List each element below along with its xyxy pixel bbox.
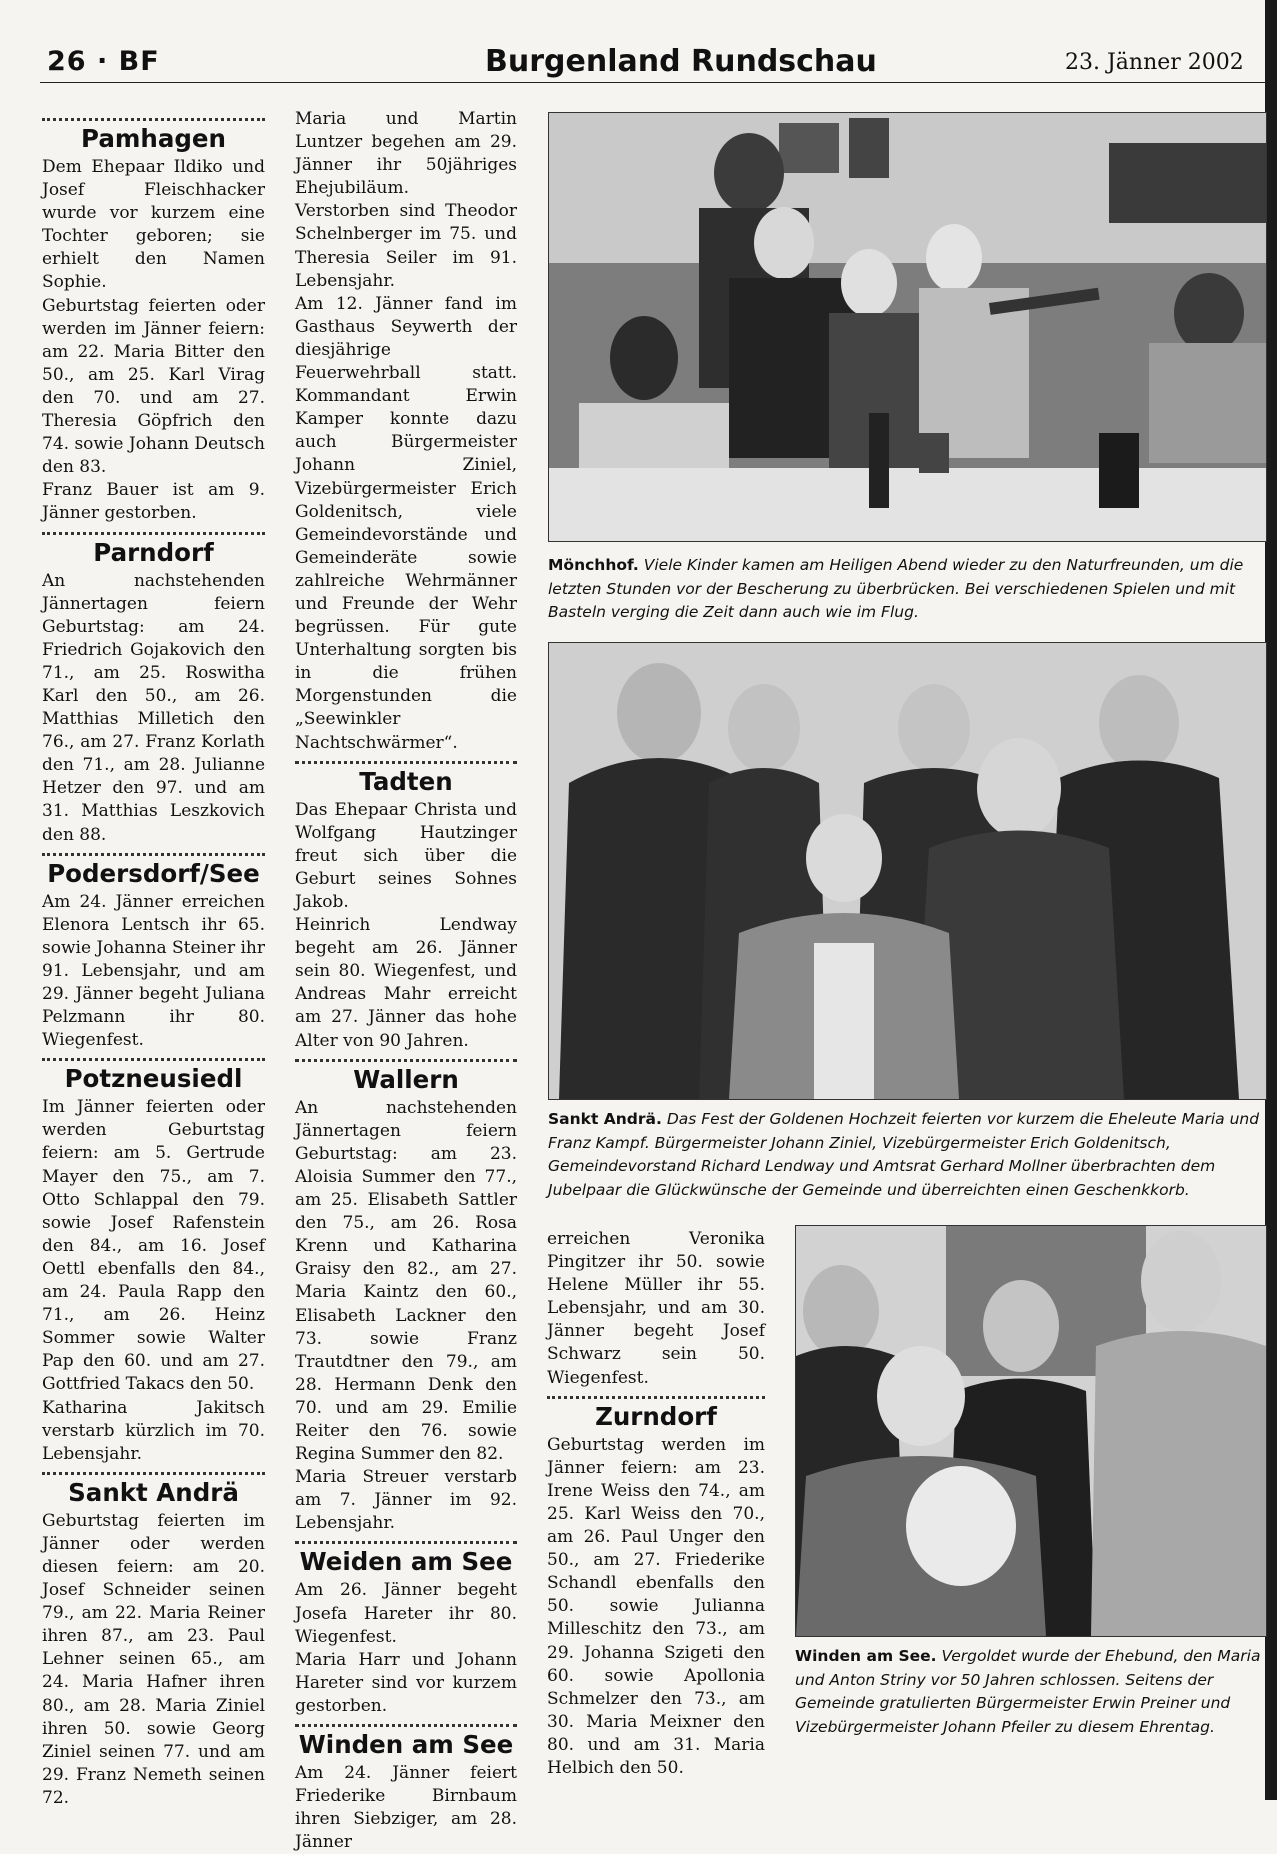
caption-place: Sankt Andrä. [548, 1110, 662, 1128]
caption-place: Winden am See. [795, 1647, 937, 1665]
section-heading: Tadten [359, 766, 453, 796]
section-divider [295, 1724, 517, 1727]
section-divider [295, 1541, 517, 1544]
article-paragraph: Das Ehepaar Christa und Wolfgang Hautzinger freut sich über die Geburt seines Sohnes Jakob. [295, 799, 517, 912]
section-heading: Winden am See [298, 1730, 514, 1759]
article-paragraph: Dem Ehepaar Ildiko und Josef Fleischhacker wurde vor kurzem eine Tochter geboren; sie erhielt den Namen Sophie. [42, 157, 265, 293]
section-heading: Parndorf [93, 537, 214, 567]
section-heading: Podersdorf/See [47, 858, 260, 888]
section-heading: Pamhagen [81, 124, 226, 153]
photo-winden-am-see-golden-wedding [795, 1225, 1267, 1637]
section-divider [295, 1059, 517, 1062]
article-paragraph: Am 26. Jänner begeht Josefa Hareter ihr 80. Wiegenfest. [295, 1580, 517, 1647]
article-paragraph: erreichen Veronika Pingitzer ihr 50. sowie Helene Müller ihr 55. Lebensjahr, und am 30. Jänner begeht Josef Schwarz sein 50. Wiegenfest. [547, 1229, 765, 1388]
caption-text: Viele Kinder kamen am Heiligen Abend wieder zu den Naturfreunden, um die letzten Stunden vor der Bescherung zu überbrücken. Bei verschiedenen Spielen und mit Basteln verging die Zeit dann auch wie im Flug. [548, 556, 1244, 621]
article-paragraph: Franz Bauer ist am 9. Jänner gestorben. [42, 480, 265, 524]
text-column-3 [547, 1228, 765, 1780]
caption-moenchhof [548, 554, 1265, 625]
section-heading: Zurndorf [595, 1401, 717, 1431]
article-paragraph: Verstorben sind Theodor Schelnberger im 75. und Theresia Seiler im 91. Lebensjahr. [295, 201, 517, 291]
header-rule [40, 82, 1270, 83]
photo-sankt-andrae-golden-wedding [548, 642, 1267, 1100]
section-heading: Wallern [353, 1064, 459, 1094]
section-divider [42, 532, 265, 535]
caption-place: Mönchhof. [548, 556, 639, 574]
section-divider [42, 118, 265, 121]
newspaper-title: Burgenland Rundschau [485, 44, 877, 79]
photo-moenchhof-children [548, 112, 1267, 542]
caption-sankt-andrae [548, 1108, 1265, 1202]
article-paragraph: Maria Harr und Johann Hareter sind vor kurzem gestorben. [295, 1649, 517, 1716]
article-paragraph: Am 12. Jänner fand im Gasthaus Seywerth der diesjährige Feuerwehrball statt. Kommandant Erwin Kamper konnte dazu auch Bürgermeister Johann Ziniel, Vizebürgermeister Erich Goldenitsch, viele Gemeindevorstände und Gemeinderäte sowie zahlreiche Wehrmänner und Freunde der Wehr begrüssen. Für gute Unterhaltung sorgten bis in die frühen Morgenstunden die „Seewinkler Nachtschwärmer“. [295, 293, 517, 753]
section-heading: Sankt Andrä [68, 1477, 239, 1507]
text-column-1 [42, 112, 265, 1810]
section-divider [547, 1396, 765, 1399]
article-paragraph: Am 24. Jänner feiert Friederike Birnbaum ihren Siebziger, am 28. Jänner [295, 1763, 517, 1853]
page-number: 26 · BF [47, 46, 160, 77]
section-divider [295, 761, 517, 764]
article-paragraph: Heinrich Lendway begeht am 26. Jänner sein 80. Wiegenfest, und Andreas Mahr erreicht am 27. Jänner das hohe Alter von 90 Jahren. [295, 915, 517, 1051]
article-paragraph: Maria und Martin Luntzer begehen am 29. Jänner ihr 50jähriges Ehejubiläum. [295, 109, 517, 199]
section-heading: Weiden am See [299, 1547, 513, 1577]
section-divider [42, 1472, 265, 1475]
article-paragraph: An nachstehenden Jännertagen feiern Geburtstag: am 23. Aloisia Summer den 77., am 25. Elisabeth Sattler den 75., am 26. Rosa Krenn und Katharina Graisy den 82., am 27. Maria Kaintz den 60., Elisabeth Lackner den 73. sowie Franz Trautdtner den 79., am 28. Hermann Denk den 70. und am 29. Emilie Reiter den 76. sowie Regina Summer den 82. [295, 1097, 517, 1465]
caption-winden-am-see [795, 1645, 1265, 1739]
article-paragraph: Im Jänner feierten oder werden Geburtstag feiern: am 5. Gertrude Mayer den 75., am 7. Otto Schlappal den 79. sowie Josef Rafenstein den 84., am 16. Josef Oettl ebenfalls den 84., am 24. Paula Rapp den 71., am 26. Heinz Sommer sowie Walter Pap den 60. und am 27. Gottfried Takacs den 50. [42, 1097, 265, 1395]
article-paragraph: Geburtstag feierten oder werden im Jänner feiern: am 22. Maria Bitter den 50., am 25. Karl Virag den 70. und am 27. Theresia Göpfrich den 74. sowie Johann Deutsch den 83. [42, 295, 265, 478]
section-heading: Potzneusiedl [64, 1064, 243, 1094]
article-paragraph: Geburtstag feierten im Jänner oder werden diesen feiern: am 20. Josef Schneider seinen 79., am 22. Maria Reiner ihren 87., am 23. Paul Lehner seinen 65., am 24. Maria Hafner ihren 80., am 28. Maria Ziniel ihren 50. sowie Georg Ziniel seinen 77. und am 29. Franz Nemeth seinen 72. [42, 1510, 265, 1808]
article-paragraph: An nachstehenden Jännertagen feiern Geburtstag: am 24. Friedrich Gojakovich den 71., am 25. Roswitha Karl den 50., am 26. Matthias Milletich den 76., am 27. Franz Korlath den 71., am 28. Julianne Hetzer den 97. und am 31. Matthias Leszkovich den 88. [42, 570, 265, 845]
issue-date: 23. Jänner 2002 [1065, 50, 1244, 75]
article-paragraph: Am 24. Jänner erreichen Elenora Lentsch ihr 65. sowie Johanna Steiner ihr 91. Lebensjahr, und am 29. Jänner begeht Juliana Pelzmann ihr 80. Wiegenfest. [42, 891, 266, 1051]
section-divider [42, 1058, 265, 1061]
text-column-2 [295, 108, 517, 1854]
article-paragraph: Maria Streuer verstarb am 7. Jänner im 92. Lebensjahr. [295, 1467, 517, 1534]
article-paragraph: Geburtstag werden im Jänner feiern: am 23. Irene Weiss den 74., am 25. Karl Weiss den 70., am 26. Paul Unger den 50., am 27. Friederike Schandl ebenfalls den 50. sowie Julianna Milleschitz den 73., am 29. Johanna Szigeti den 60. sowie Apollonia Schmelzer den 73., am 30. Maria Meixner den 80. und am 31. Maria Helbich den 50. [547, 1434, 765, 1778]
article-paragraph: Katharina Jakitsch verstarb kürzlich im 70. Lebensjahr. [42, 1397, 265, 1464]
caption-text: Vergoldet wurde der Ehebund, den Maria und Anton Striny vor 50 Jahren schlossen. Seitens der Gemeinde gratulierten Bürgermeister Erwin Preiner und Vizebürgermeister Johann Pfeiler zu diesem Ehrentag. [795, 1647, 1261, 1736]
caption-text: Das Fest der Goldenen Hochzeit feierten vor kurzem die Eheleute Maria und Franz Kampf. Bürgermeister Johann Ziniel, Vizebürgermeister Erich Goldenitsch, Gemeindevorstand Richard Lendway und Amtsrat Gerhard Mollner überbrachten dem Jubelpaar die Glückwünsche der Gemeinde und überreichten einen Geschenkkorb. [548, 1110, 1260, 1199]
section-divider [42, 853, 265, 856]
